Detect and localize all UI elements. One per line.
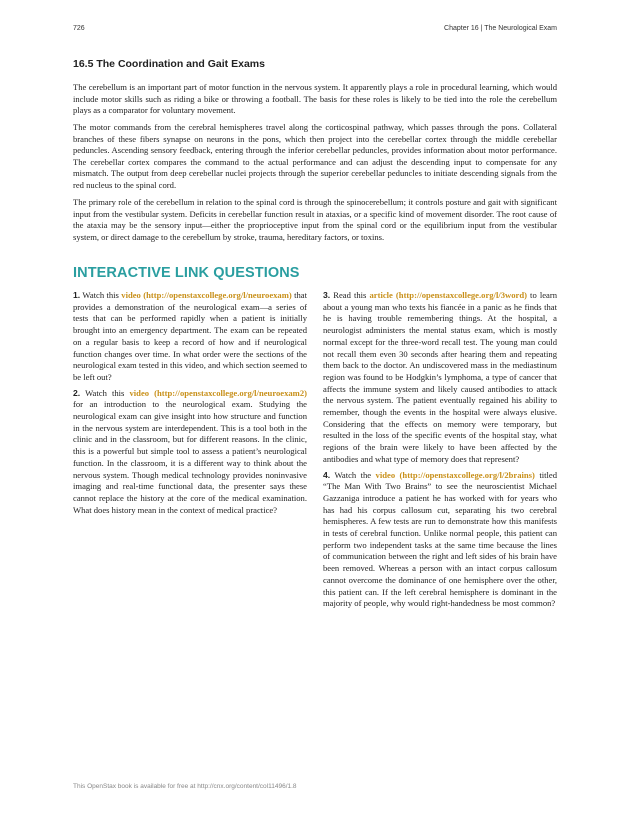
page-number: 726 (73, 25, 85, 32)
question-text: titled “The Man With Two Brains” to see the neuroscientist Michael Gazzaniga introduce a patient he has worked with for years who has had his corpus callosum cut, separating his two cerebral hemispheres. A few tests are run to demonstrate how this manifests in tests of cerebral function. Unlike normal people, this patient can perform two independent tasks at the same time because the lines of communication between the right and left sides of his brain have been removed. Whereas a person with an intact corpus callosum cannot overcome the dominance of one hemisphere over the other, this patient can. If the left cerebral hemisphere is dominant in the majority of people, why would right-handedness be most common? (323, 469, 557, 609)
question-text: that provides a demonstration of the neurological exam—a series of tests that can be performed rapidly when a patient is initially brought into an emergency department. The exam can be repeated on a regular basis to keep a record of how and if neurological function changes over time. In what order were the sections of the neurological exam tested in this video, and which section seemed to be left out? (73, 290, 307, 382)
question-number: 3. (323, 290, 331, 300)
video-link[interactable]: video (http://openstaxcollege.org/l/2brains) (375, 469, 535, 480)
question-item (323, 290, 557, 466)
question-number: 4. (323, 469, 331, 480)
page-footer: This OpenStax book is available for free at http://cnx.org/content/col11496/1.8 (73, 783, 297, 790)
interactive-link-questions-heading: INTERACTIVE LINK QUESTIONS (73, 265, 300, 281)
question-number: 1. (73, 290, 81, 300)
question-item (323, 470, 557, 610)
question-item (73, 388, 307, 517)
question-text-lead: Watch the (334, 469, 376, 480)
question-text-lead: Watch this (85, 387, 130, 398)
body-paragraph: The cerebellum is an important part of motor function in the nervous system. It apparently plays a role in procedural learning, which would include motor skills such as riding a bike or throwing a football. The basis for these roles is likely to be tied into the role the cerebellum plays as a comparator for voluntary movement. (73, 82, 557, 116)
page-header (73, 25, 557, 37)
chapter-title: Chapter 16 | The Neurological Exam (444, 25, 557, 32)
question-text-lead: Watch this (82, 290, 122, 300)
body-paragraph: The primary role of the cerebellum in relation to the spinal cord is through the spinocerebellum; it controls posture and gait with significant input from the vestibular system. Deficits in cerebellar function result in ataxias, or a specific kind of movement disorder. The root cause of the ataxia may be the sensory input—either the proprioceptive input from the spinal cord or the equilibrium input from the vestibular system, or direct damage to the cerebellum by stroke, trauma, hereditary factors, or toxins. (73, 197, 557, 242)
section-title: 16.5 The Coordination and Gait Exams (73, 58, 265, 70)
questions-column-right (323, 290, 557, 614)
video-link[interactable]: video (http://openstaxcollege.org/l/neuroexam) (121, 290, 292, 300)
question-item (73, 290, 307, 384)
question-text-lead: Read this (333, 290, 370, 300)
question-text: for an introduction to the neurological exam. Studying the neurological exam can give insight into how structure and function in the nervous system are interdependent. This is a tool both in the clinic and in the classroom, but for different reasons. In the clinic, this is a powerful but simple tool to assess a patient’s neurological function. In the classroom, it is a different way to think about the nervous system. Though medical technology provides noninvasive imaging and real-time functional data, the presenter says these cannot replace the history at the core of the medical examination. What does history mean in the context of medical practice? (73, 399, 307, 515)
article-link[interactable]: article (http://openstaxcollege.org/l/3word) (369, 290, 527, 300)
question-text: to learn about a young man who texts his fiancée in a panic as he finds that he is having trouble remembering things. At the hospital, a neurologist administers the mental status exam, which is mostly normal except for the three-word recall test. The young man could not recall them even 30 seconds after hearing them and repeating them back to the doctor. An undiscovered mass in the mediastinum region was found to be Hodgkin’s lymphoma, a type of cancer that affects the immune system and likely caused antibodies to attack the nervous system. The patient eventually regained his ability to remember, though the events in the hospital were always elusive. Considering that the effects on memory were temporary, but resulted in the loss of the specific events of the hospital stay, what regions of the brain were likely to have been affected by the antibodies and what type of memory does that represent? (323, 290, 557, 464)
question-number: 2. (73, 387, 81, 398)
body-paragraph: The motor commands from the cerebral hemispheres travel along the corticospinal pathway, which passes through the pons. Collateral branches of these fibers synapse on neurons in the pons, which then project into the cerebellar cortex through the middle cerebellar peduncles. Ascending sensory feedback, entering through the inferior cerebellar peduncles, provides information about motor performance. The cerebellar cortex compares the command to the actual performance and can adjust the descending input to compensate for any mismatch. The output from deep cerebellar nuclei projects through the superior cerebellar peduncles to initiate descending signals from the red nucleus to the spinal cord. (73, 122, 557, 190)
video-link[interactable]: video (http://openstaxcollege.org/l/neuroexam2) (129, 387, 307, 398)
questions-column-left (73, 290, 307, 520)
